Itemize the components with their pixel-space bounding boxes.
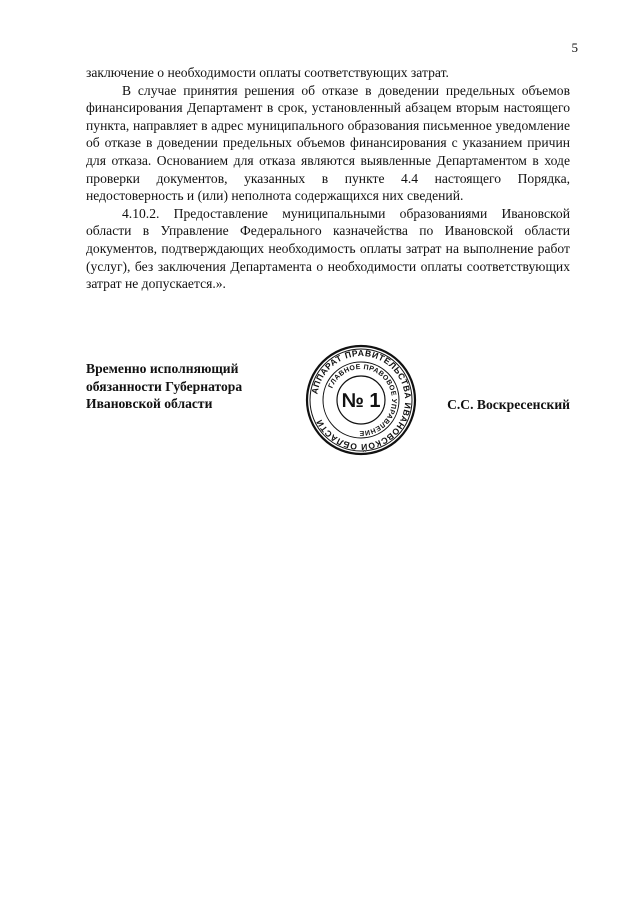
signature-position-line: Временно исполняющий <box>86 361 239 376</box>
paragraph-refusal: В случае принятия решения об отказе в доведении предельных объемов финансирования Департамент в срок, установленный абзацем вторым настоящего пункта, направляет в адрес муниципального образования письменное уведомление об отказе в доведении предельных объемов финансирования с указанием причин для отказа. Основанием для отказа являются выявленные Департаментом в ходе проверки документов, указанных в пункте 4.4 настоящего Порядка, недостоверность и (или) неполнота содержащихся них сведений. <box>86 82 570 204</box>
paragraph-continuation: заключение о необходимости оплаты соответствующих затрат. <box>86 65 449 80</box>
page-number: 5 <box>571 40 578 55</box>
document-body <box>86 64 570 293</box>
seal-center-number: № 1 <box>341 390 381 412</box>
seal-outer-text: АППАРАТ ПРАВИТЕЛЬСТВА ИВАНОВСКОЙ ОБЛАСТИ <box>309 347 414 453</box>
seal-inner-text: ГЛАВНОЕ ПРАВОВОЕ УПРАВЛЕНИЕ <box>327 363 398 437</box>
signer-name: С.С. Воскресенский <box>447 397 570 412</box>
signature-position-line: обязанности Губернатора <box>86 378 243 394</box>
signature-position-line: Ивановской области <box>86 396 213 412</box>
signature-position <box>86 360 242 413</box>
paragraph-4-10-2: 4.10.2. Предоставление муниципальными образованиями Ивановской области в Управление Федерального казначейства по Ивановской области документов, подтверждающих необходимость оплаты затрат на выполнение работ (услуг), без заключения Департамента о необходимости оплаты соответствующих затрат не допускается.». <box>86 205 570 292</box>
official-seal-stamp <box>305 344 417 456</box>
